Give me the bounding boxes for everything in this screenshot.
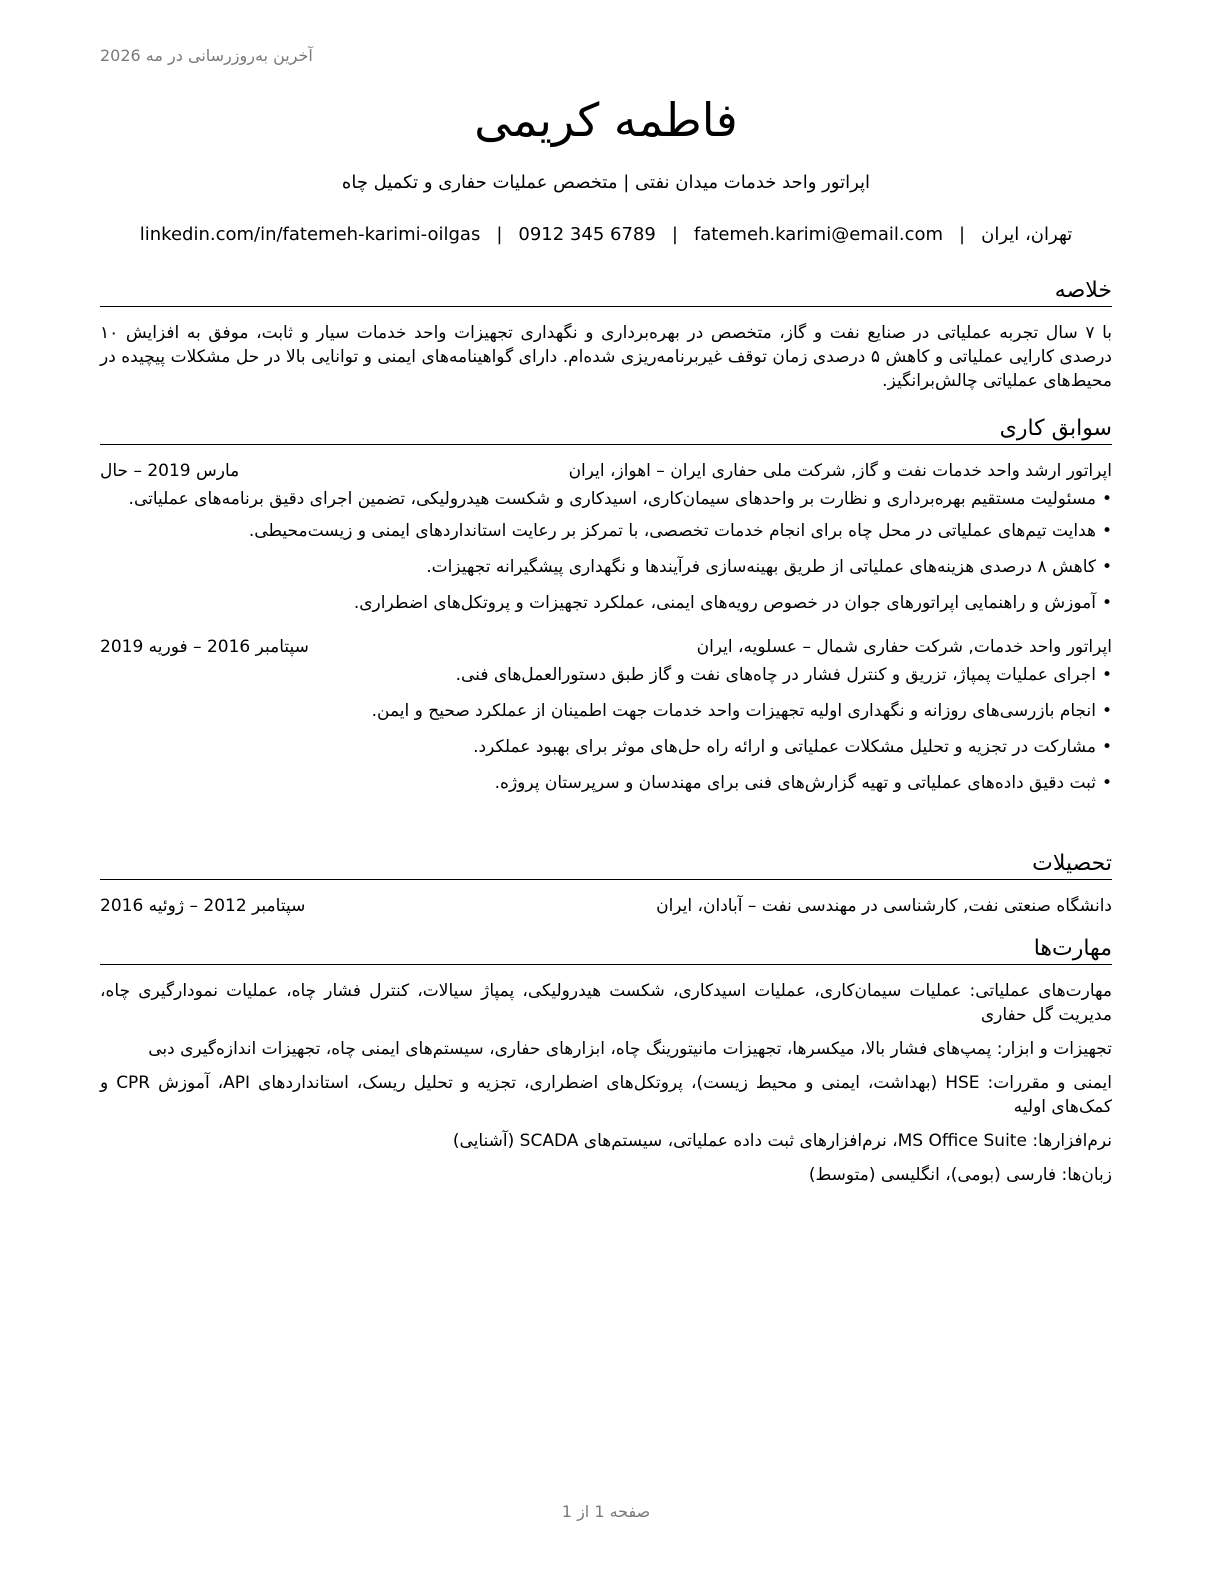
job-bullets (100, 663, 1112, 795)
summary-section (100, 277, 1112, 393)
experience-section (100, 415, 1112, 807)
job-header (100, 635, 1112, 659)
skill-line: ایمنی و مقررات: HSE (بهداشت، ایمنی و محیط زیست)، پروتکل‌های اضطراری، تجزیه و تحلیل ریسک، استانداردهای API، آموزش CPR و کمک‌های اولیه (100, 1073, 1112, 1117)
job-dates: سپتامبر 2016 – فوریه 2019 (100, 637, 309, 657)
job-bullet: • هدایت تیم‌های عملیاتی در محل چاه برای انجام خدمات تخصصی، با تمرکز بر رعایت استانداردهای ایمنی و زیست‌محیطی. (100, 519, 1112, 543)
candidate-name: فاطمه کریمی (474, 93, 738, 147)
resume-page (100, 0, 1112, 1584)
job-bullet: • انجام بازرسی‌های روزانه و نگهداری اولیه تجهیزات واحد خدمات جهت اطمینان از عملکرد صحیح و ایمن. (100, 699, 1112, 723)
contact-separator: | (496, 224, 503, 245)
contact-linkedin[interactable]: linkedin.com/in/fatemeh-karimi-oilgas (139, 224, 481, 245)
last-updated: آخرین به‌روزرسانی در مه 2026 (100, 46, 313, 65)
section-title-experience: سوابق کاری (100, 415, 1112, 445)
skill-line: نرم‌افزارها: MS Office Suite، نرم‌افزارهای ثبت داده عملیاتی، سیستم‌های SCADA (آشنایی) (452, 1131, 1112, 1151)
contact-phone[interactable]: 0912 345 6789 (518, 224, 656, 245)
job-bullet: • اجرای عملیات پمپاژ، تزریق و کنترل فشار در چاه‌های نفت و گاز طبق دستورالعمل‌های فنی. (100, 663, 1112, 687)
section-title-summary: خلاصه (100, 277, 1112, 307)
job-dates: مارس 2019 – حال (100, 461, 240, 481)
page-number: صفحه 1 از 1 (561, 1502, 651, 1521)
section-title-skills: مهارت‌ها (100, 935, 1112, 965)
contact-line (100, 222, 1112, 248)
job-role: اپراتور ارشد واحد خدمات نفت و گاز, شرکت ملی حفاری ایران – اهواز، ایران (568, 461, 1112, 481)
education-section (100, 850, 1112, 918)
skills-section (100, 935, 1112, 1197)
summary-text: با ۷ سال تجربه عملیاتی در صنایع نفت و گاز، متخصص در بهره‌برداری و نگهداری تجهیزات واحد خدمات سیار و ثابت، موفق به افزایش ۱۰ درصدی کارایی عملیاتی و کاهش ۵ درصدی زمان توقف غیربرنامه‌ریزی شده‌ام. دارای گواهینامه‌های ایمنی و توانایی بالا در حل مشکلات پیچیده در محیط‌های عملیاتی چالش‌برانگیز. (100, 323, 1112, 391)
contact-location: تهران، ایران (981, 224, 1073, 245)
education-dates: سپتامبر 2012 – ژوئیه 2016 (100, 896, 306, 916)
job-bullet: • کاهش ۸ درصدی هزینه‌های عملیاتی از طریق بهینه‌سازی فرآیندها و نگهداری پیشگیرانه تجهیزات. (100, 555, 1112, 579)
job-role: اپراتور واحد خدمات, شرکت حفاری شمال – عسلویه، ایران (696, 637, 1112, 657)
job-bullet: • ثبت دقیق داده‌های عملیاتی و تهیه گزارش‌های فنی برای مهندسان و سرپرستان پروژه. (100, 771, 1112, 795)
education-entry (100, 894, 1112, 918)
contact-separator: | (959, 224, 966, 245)
skills-list (100, 979, 1112, 1187)
job-entry (100, 635, 1112, 795)
contact-separator: | (671, 224, 678, 245)
education-school: دانشگاه صنعتی نفت, کارشناسی در مهندسی نفت – آبادان، ایران (656, 896, 1112, 916)
section-title-education: تحصیلات (100, 850, 1112, 880)
job-bullet: • آموزش و راهنمایی اپراتورهای جوان در خصوص رویه‌های ایمنی، عملکرد تجهیزات و پروتکل‌های اضطراری. (100, 591, 1112, 615)
job-bullet: • مسئولیت مستقیم بهره‌برداری و نظارت بر واحدهای سیمان‌کاری، اسیدکاری و شکست هیدرولیکی، تضمین اجرای دقیق برنامه‌های عملیاتی. (100, 487, 1112, 511)
job-bullet: • مشارکت در تجزیه و تحلیل مشکلات عملیاتی و ارائه راه حل‌های موثر برای بهبود عملکرد. (100, 735, 1112, 759)
skill-line: زبان‌ها: فارسی (بومی)، انگلیسی (متوسط) (808, 1165, 1112, 1185)
candidate-subtitle: اپراتور واحد خدمات میدان نفتی | متخصص عملیات حفاری و تکمیل چاه (341, 172, 871, 193)
job-entry (100, 459, 1112, 615)
job-header (100, 459, 1112, 483)
job-bullets (100, 487, 1112, 615)
skill-line: تجهیزات و ابزار: پمپ‌های فشار بالا، میکسرها، تجهیزات مانیتورینگ چاه، ابزارهای حفاری، سیستم‌های ایمنی چاه، تجهیزات اندازه‌گیری دبی (148, 1039, 1112, 1059)
contact-email[interactable]: fatemeh.karimi@email.com (693, 224, 944, 245)
skill-line: مهارت‌های عملیاتی: عملیات سیمان‌کاری، عملیات اسیدکاری، شکست هیدرولیکی، پمپاژ سیالات، کنترل فشار چاه، عملیات نمودارگیری چاه، مدیریت گل حفاری (100, 981, 1112, 1025)
